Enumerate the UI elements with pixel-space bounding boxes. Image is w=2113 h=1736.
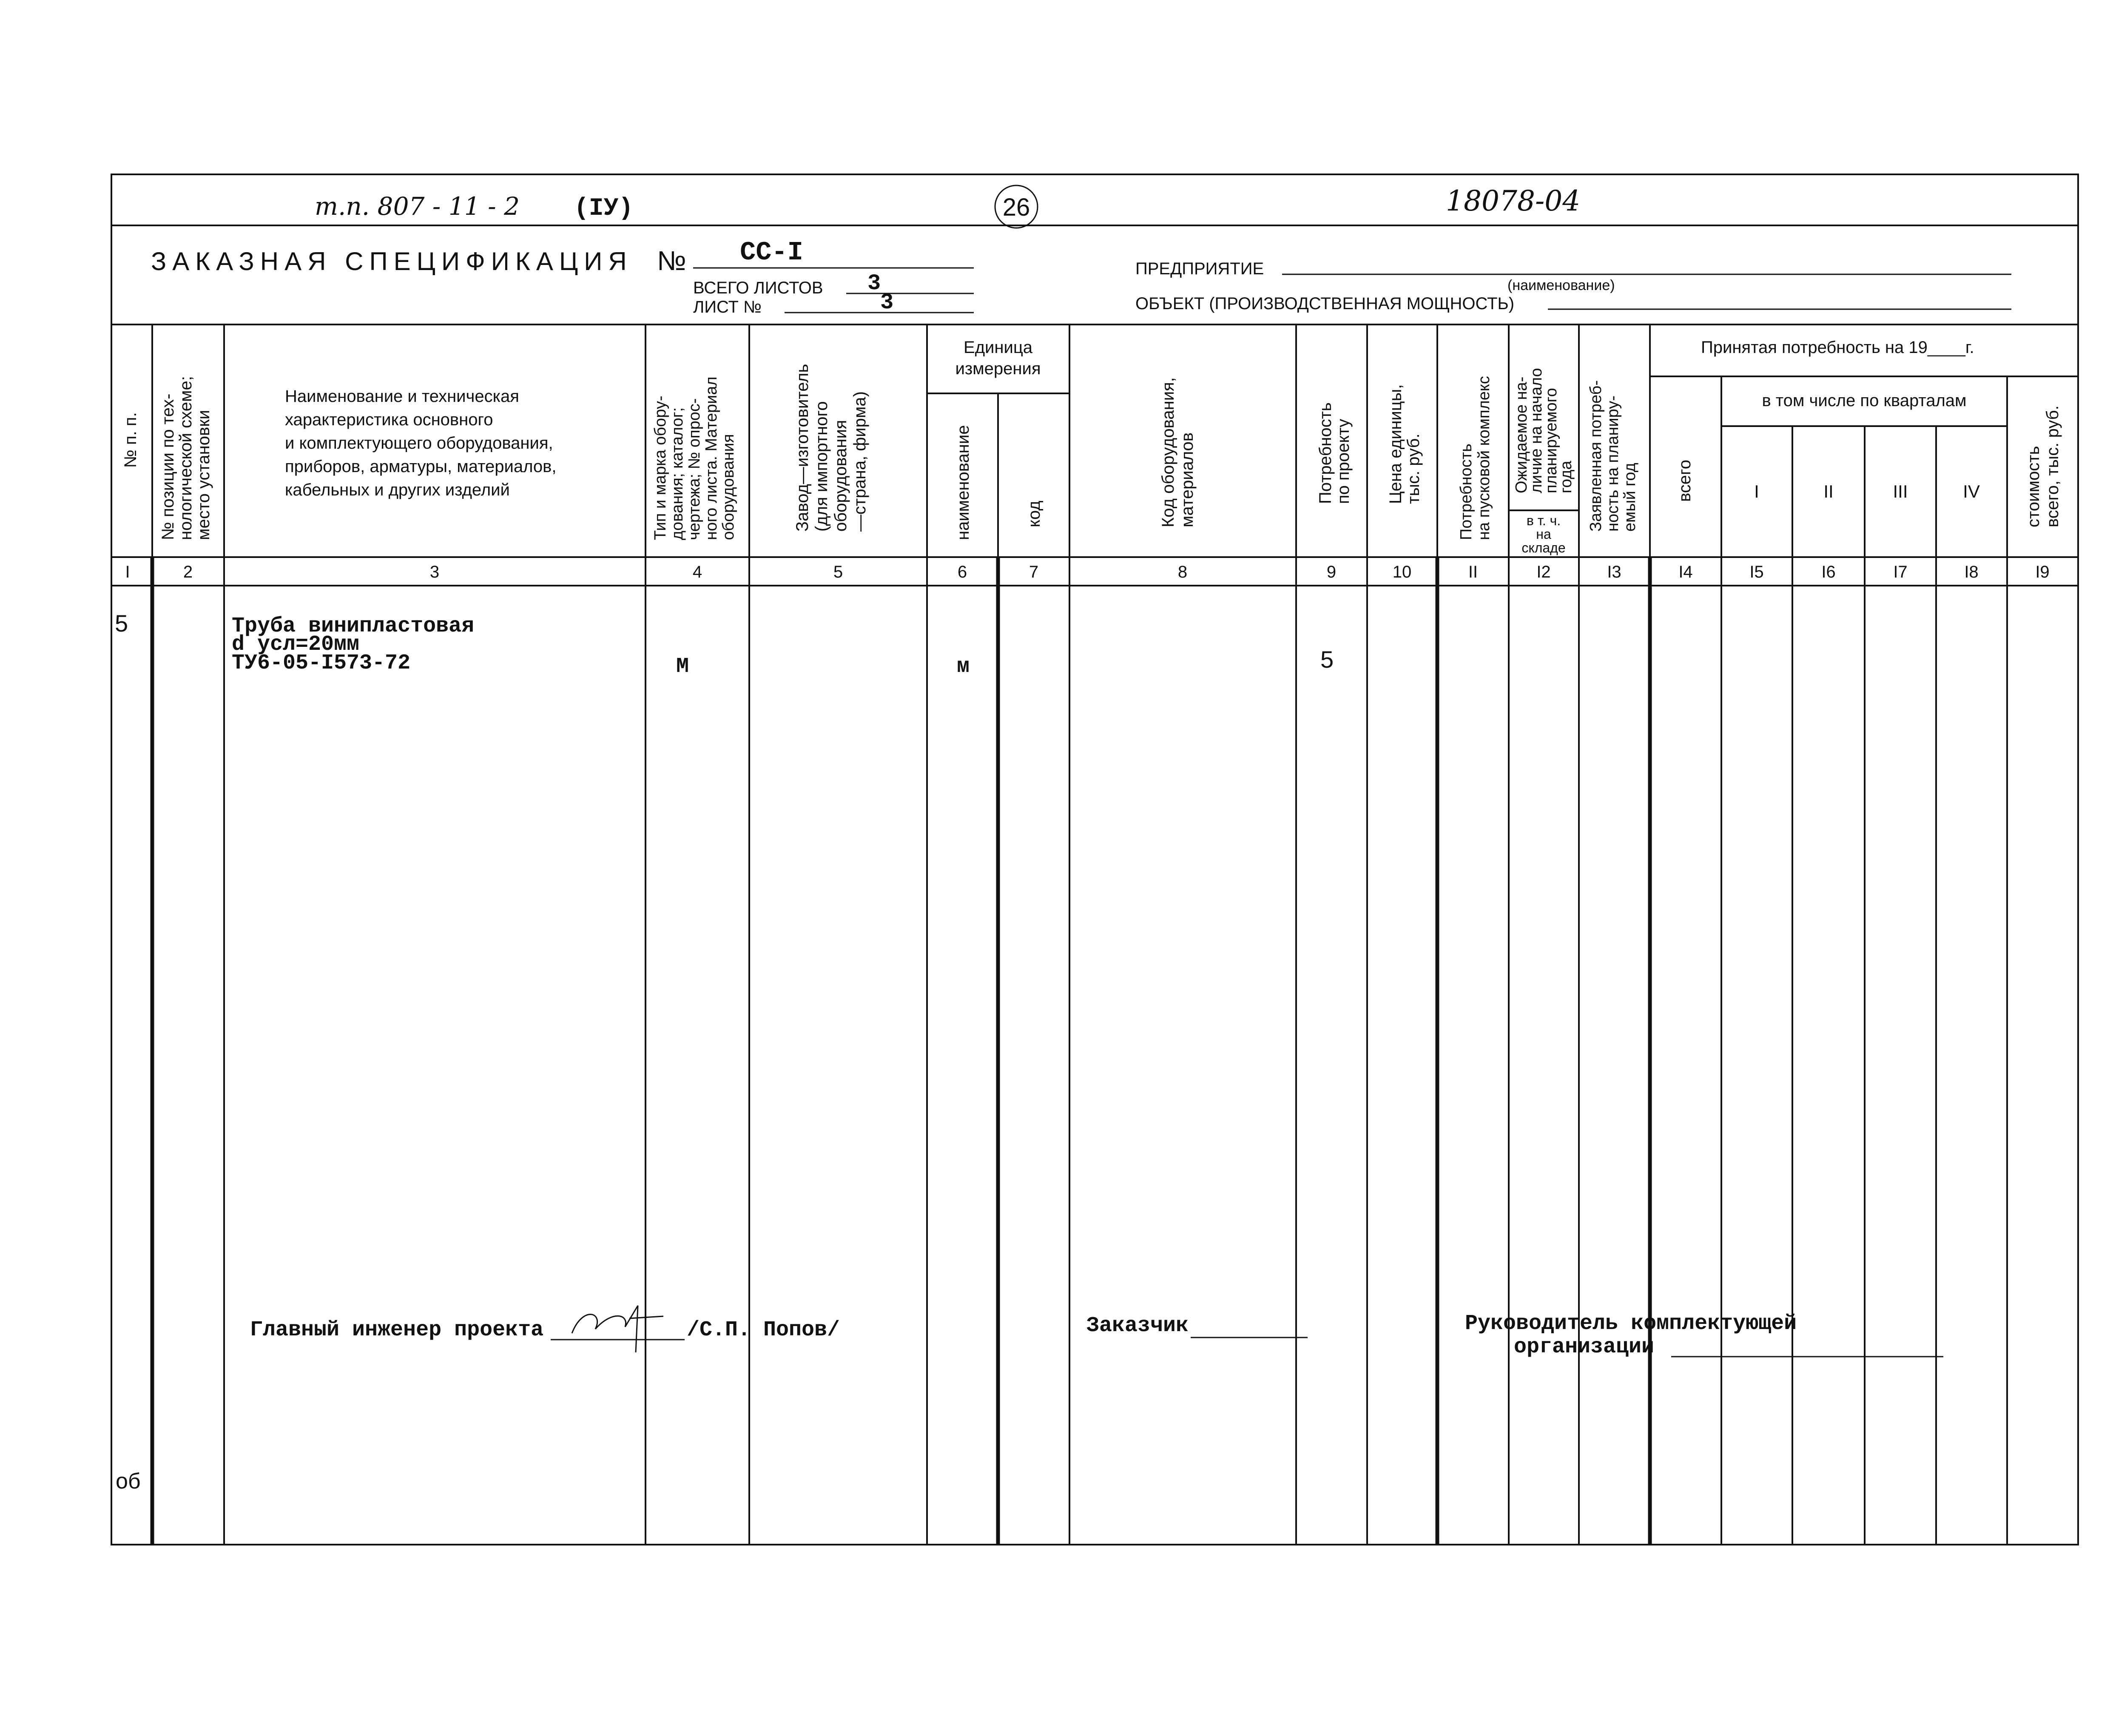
archive-number: 18078-04	[1446, 185, 1581, 217]
row-name-line: ТУ6-05-I573-72	[232, 651, 411, 675]
header-q2: II	[1823, 481, 1834, 501]
col-num: II	[1468, 563, 1478, 581]
col-num: 8	[1177, 563, 1188, 581]
doc-no-value: СС-I	[740, 237, 803, 268]
header-c3	[285, 387, 557, 499]
svg-text:Потребность: Потребность	[1316, 402, 1335, 504]
header-accepted: Принятая потребность на 19____г.	[1701, 338, 1974, 357]
svg-text:Заявленная потреб-: Заявленная потреб-	[1587, 380, 1605, 532]
svg-text:Цена единицы,: Цена единицы,	[1386, 384, 1405, 504]
svg-text:по проекту: по проекту	[1334, 418, 1353, 504]
svg-text:Тип и марка обору-: Тип и марка обору-	[651, 396, 669, 540]
svg-text:приборов, арматуры, материалов: приборов, арматуры, материалов,	[285, 457, 557, 476]
svg-text:Потребность: Потребность	[1457, 444, 1475, 540]
chief-engineer-name: /С.П. Попов/	[687, 1318, 840, 1342]
doc-heading: ЗАКАЗНАЯ СПЕЦИФИКАЦИЯ	[151, 247, 633, 276]
col-num: I6	[1821, 563, 1836, 581]
col-num: I4	[1678, 563, 1693, 581]
total-sheets-label: ВСЕГО ЛИСТОВ	[693, 279, 823, 297]
header-c7: код	[1025, 501, 1044, 527]
header-c13	[1587, 380, 1639, 532]
col-num: 4	[692, 563, 702, 581]
body-grid	[152, 557, 2007, 1545]
col-num: 5	[833, 563, 843, 581]
header-c1: № п. п.	[121, 412, 140, 468]
svg-text:планируемого: планируемого	[1542, 388, 1560, 493]
svg-text:материалов: материалов	[1178, 432, 1197, 527]
svg-text:всего, тыс. руб.: всего, тыс. руб.	[2043, 405, 2062, 527]
header-c10	[1386, 384, 1423, 504]
svg-text:и комплектующего оборудования,: и комплектующего оборудования,	[285, 434, 553, 452]
total-sheets-value: 3	[867, 271, 881, 296]
svg-text:(для импортного: (для импортного	[812, 401, 831, 532]
svg-text:тыс. руб.: тыс. руб.	[1404, 433, 1423, 504]
col-num: 9	[1326, 563, 1337, 581]
svg-text:кабельных и других изделий: кабельных и других изделий	[285, 481, 510, 499]
col-num: 6	[957, 563, 967, 581]
col-num: 7	[1029, 563, 1039, 581]
row-type: М	[676, 655, 689, 679]
col-num: 3	[429, 563, 440, 581]
table-row	[115, 610, 1334, 679]
svg-text:характеристика основного: характеристика основного	[285, 410, 493, 429]
svg-text:ность на планиру-: ность на планиру-	[1604, 395, 1622, 532]
svg-text:на пусковой комплекс: на пусковой комплекс	[1475, 376, 1493, 540]
col-num: I2	[1536, 563, 1551, 581]
svg-text:стоимость: стоимость	[2024, 446, 2043, 527]
col-num: 10	[1392, 563, 1412, 581]
object-label: ОБЪЕКТ (ПРОИЗВОДСТВЕННАЯ МОЩНОСТЬ)	[1135, 294, 1515, 313]
svg-text:на: на	[1536, 526, 1551, 542]
row-name-line: Труба винипластовая	[232, 614, 475, 638]
margin-note: об	[116, 1469, 141, 1494]
svg-text:в т. ч.: в т. ч.	[1526, 513, 1561, 528]
svg-text:оборудования: оборудования	[720, 434, 737, 540]
svg-text:Ожидаемое на-: Ожидаемое на-	[1513, 376, 1530, 493]
header-c6: наименование	[954, 425, 973, 540]
project-ref: т.п. 807 - 11 - 2	[315, 192, 520, 221]
svg-text:ного листа. Материал: ного листа. Материал	[702, 376, 720, 540]
col-num: I3	[1607, 563, 1621, 581]
header-c14: всего	[1675, 459, 1694, 502]
page-number: 26	[1002, 194, 1030, 221]
svg-text:место установки: место установки	[194, 410, 213, 540]
sheet-label: ЛИСТ №	[693, 298, 762, 316]
svg-text:Завод—изготовитель: Завод—изготовитель	[793, 364, 812, 532]
svg-text:Код оборудования,: Код оборудования,	[1159, 377, 1177, 527]
header-q1: I	[1754, 481, 1759, 501]
col-num: I8	[1964, 563, 1979, 581]
col-num: I7	[1893, 563, 1908, 581]
svg-text:нологической схеме;: нологической схеме;	[176, 376, 195, 540]
col-num: I	[125, 563, 130, 581]
album-code: (IУ)	[574, 195, 634, 222]
svg-text:Наименование и техническая: Наименование и техническая	[285, 387, 519, 406]
supplier-head-line1: Руководитель комплектующей	[1465, 1312, 1797, 1336]
header-quarters: в том числе по кварталам	[1762, 391, 1967, 410]
svg-text:оборудования: оборудования	[831, 420, 850, 532]
header-q3: III	[1893, 481, 1908, 501]
header-c5	[793, 364, 869, 532]
header-c12-top	[1513, 368, 1575, 493]
header-unit-group-2: измерения	[955, 359, 1041, 378]
customer-label: Заказчик	[1086, 1314, 1189, 1338]
header-c12-bottom	[1521, 513, 1565, 555]
col-num: I9	[2035, 563, 2050, 581]
svg-text:—страна, фирма): —страна, фирма)	[850, 391, 869, 532]
column-number-row	[125, 563, 2049, 581]
header-c4	[651, 376, 737, 540]
row-num: 5	[115, 610, 128, 637]
header-c2	[159, 376, 213, 540]
row-name-line: d усл=20мм	[232, 632, 360, 657]
col-num: 2	[183, 563, 193, 581]
svg-text:чертежа; № опрос-: чертежа; № опрос-	[685, 398, 703, 540]
svg-text:складе: складе	[1521, 540, 1566, 555]
header-c8	[1159, 377, 1197, 527]
signature-block	[250, 1306, 1943, 1359]
sheet-value: 3	[880, 290, 894, 315]
row-qty: 5	[1320, 646, 1334, 673]
svg-text:№ позиции по тех-: № позиции по тех-	[159, 393, 177, 540]
header-c9	[1316, 402, 1353, 504]
doc-no-label: №	[657, 245, 686, 276]
svg-text:емый год: емый год	[1621, 463, 1639, 532]
svg-text:личие на начало: личие на начало	[1527, 368, 1545, 493]
name-hint: (наименование)	[1507, 277, 1615, 293]
chief-engineer-label: Главный инженер проекта	[250, 1318, 544, 1342]
svg-text:дования; каталог;: дования; каталог;	[668, 407, 686, 540]
enterprise-label: ПРЕДПРИЯТИЕ	[1135, 259, 1264, 278]
col-num: I5	[1749, 563, 1764, 581]
chief-engineer-signature	[572, 1306, 663, 1352]
header-c19	[2024, 405, 2062, 527]
supplier-head-line2: организации	[1514, 1335, 1655, 1359]
header-c11	[1457, 376, 1493, 540]
header-q4: IV	[1963, 481, 1980, 501]
row-unit: м	[957, 655, 970, 679]
header-unit-group-1: Единица	[964, 338, 1032, 357]
svg-text:года: года	[1557, 461, 1575, 493]
